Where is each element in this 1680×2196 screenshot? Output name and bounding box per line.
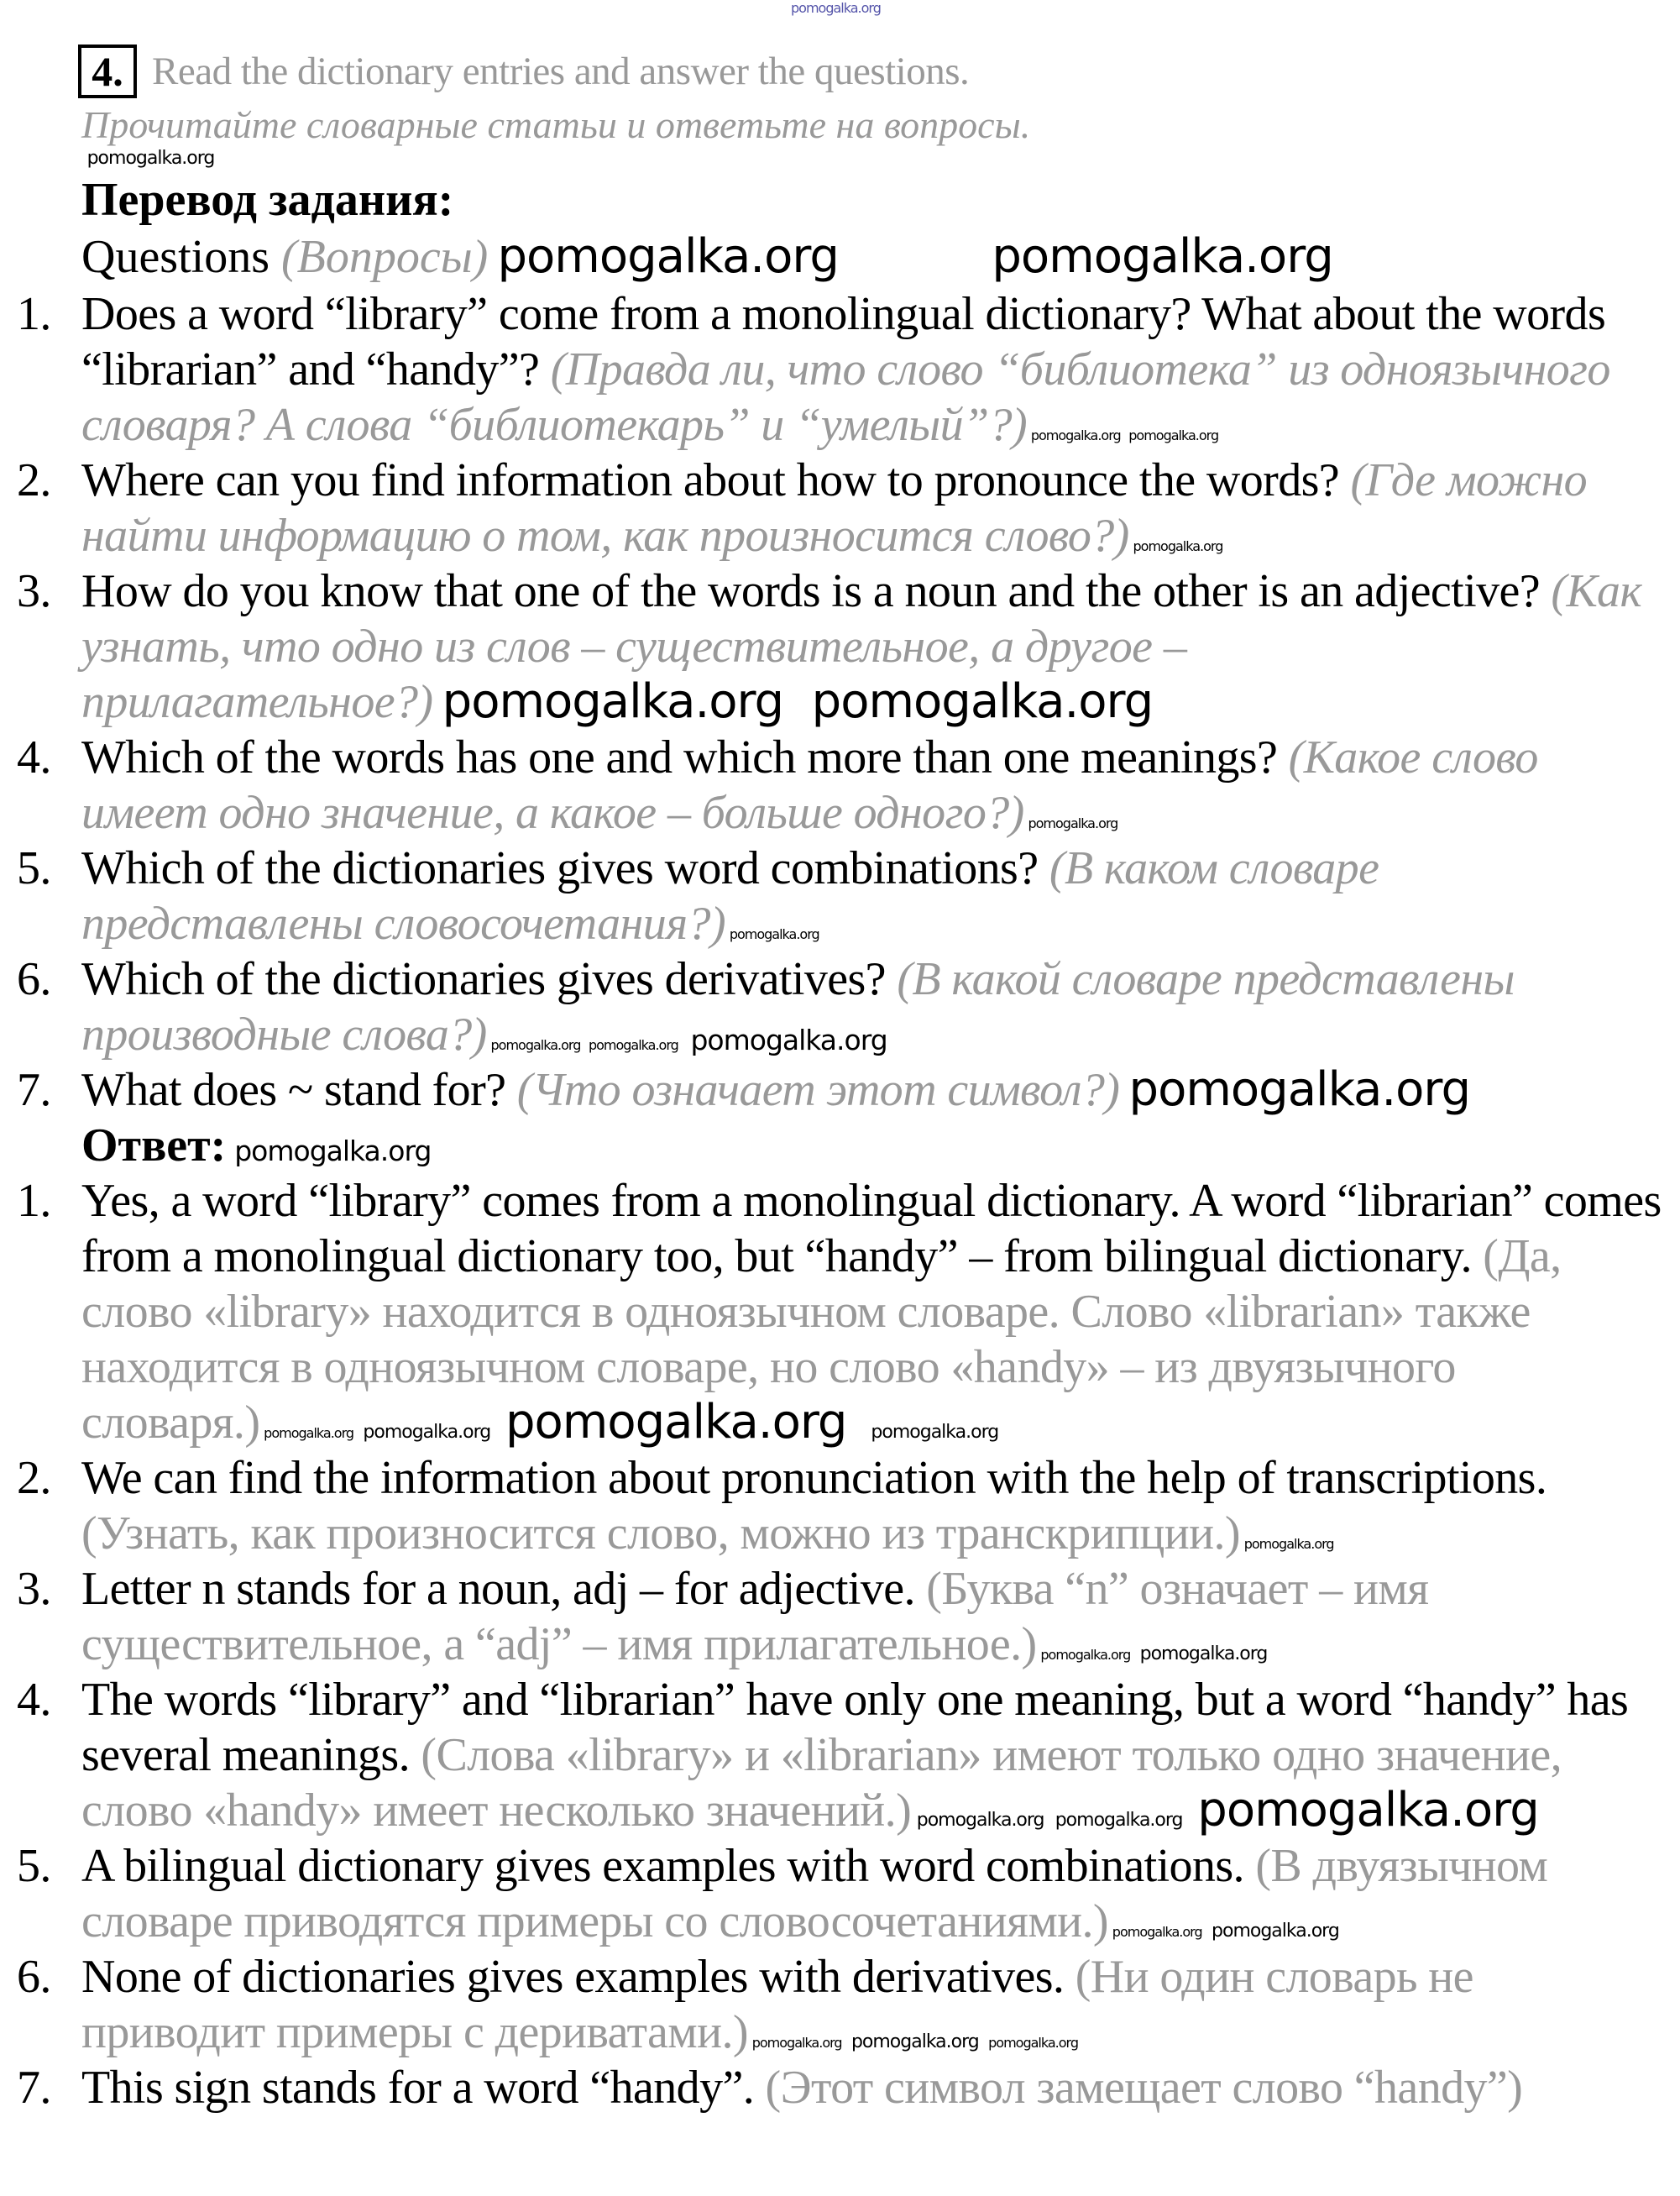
answer-item bbox=[17, 1838, 1662, 1949]
item-number: 3. bbox=[17, 565, 51, 617]
task-title-translation: Прочитайте словарные статьи и ответьте на вопросы. bbox=[81, 103, 1031, 146]
watermark: pomogalka.org bbox=[1197, 1783, 1539, 1837]
watermark: pomogalka.org bbox=[1128, 1062, 1470, 1117]
item-number: 4. bbox=[17, 731, 51, 784]
question-item bbox=[17, 1062, 1662, 1118]
watermark: pomogalka.org bbox=[442, 674, 784, 729]
question-text: What does ~ stand for? bbox=[81, 1064, 506, 1116]
question-translation: (В каком словаре представлены словосочетания?) bbox=[81, 842, 1379, 950]
watermark: pomogalka.org bbox=[1133, 538, 1223, 554]
question-item bbox=[17, 563, 1662, 730]
question-item bbox=[17, 453, 1662, 563]
answer-text: Letter n stands for a noun, adj – for adjective. bbox=[81, 1563, 915, 1615]
watermark: pomogalka.org bbox=[811, 674, 1154, 729]
question-translation: (Где можно найти информацию о том, как произносится слово?) bbox=[81, 454, 1588, 562]
watermark: pomogalka.org bbox=[729, 926, 819, 942]
answer-translation: (Слова «library» и «librarian» имеют только одно значение, слово «handy» имеет несколько значений.) bbox=[81, 1729, 1562, 1837]
task-title: Read the dictionary entries and answer the questions. bbox=[152, 50, 970, 93]
watermark: pomogalka.org bbox=[992, 229, 1333, 284]
watermark: pomogalka.org bbox=[791, 0, 881, 16]
watermark: pomogalka.org bbox=[1212, 1921, 1339, 1942]
watermark: pomogalka.org bbox=[234, 1135, 432, 1167]
question-translation: (В какой словаре представлены производные слова?) bbox=[81, 953, 1515, 1061]
watermark: pomogalka.org bbox=[690, 1024, 887, 1056]
task-number: 4. bbox=[78, 45, 137, 98]
watermark: pomogalka.org bbox=[988, 2035, 1078, 2051]
answer-translation: (Буква “n” означает – имя существительное, а “adj” – имя прилагательное.) bbox=[81, 1563, 1429, 1670]
item-number: 6. bbox=[17, 953, 51, 1005]
answer-item bbox=[17, 2060, 1662, 2115]
watermark: pomogalka.org bbox=[588, 1037, 678, 1053]
watermark: pomogalka.org bbox=[363, 1422, 491, 1443]
item-number: 5. bbox=[17, 842, 51, 894]
question-item bbox=[17, 951, 1662, 1062]
answer-text: A bilingual dictionary gives examples with word combinations. bbox=[81, 1840, 1244, 1892]
question-item bbox=[17, 286, 1662, 453]
question-translation: (Что означает этот символ?) bbox=[516, 1064, 1120, 1116]
watermark: pomogalka.org bbox=[1243, 1536, 1334, 1552]
item-number: 6. bbox=[17, 1951, 51, 2003]
item-number: 7. bbox=[17, 2062, 51, 2114]
task-header bbox=[78, 45, 1662, 98]
answer-text: This sign stands for a word “handy”. bbox=[81, 2062, 755, 2114]
watermark: pomogalka.org bbox=[850, 2031, 979, 2052]
watermark: pomogalka.org bbox=[1139, 1643, 1268, 1664]
answer-heading-row bbox=[81, 1118, 1662, 1173]
item-number: 3. bbox=[17, 1563, 51, 1615]
answer-translation: (Узнать, как произносится слово, можно из транскрипции.) bbox=[81, 1507, 1240, 1559]
questions-label bbox=[81, 228, 1662, 286]
item-number: 2. bbox=[17, 1452, 51, 1504]
answer-item bbox=[17, 1450, 1662, 1561]
watermark: pomogalka.org bbox=[1128, 427, 1219, 443]
answer-text: Yes, a word “library” comes from a monolingual dictionary. A word “librarian” comes from a monolingual dictionary too, but “handy” – from bilingual dictionary. bbox=[81, 1175, 1662, 1282]
answer-text: The words “library” and “librarian” have only one meaning, but a word “handy” has several meanings. bbox=[81, 1674, 1629, 1781]
item-number: 1. bbox=[17, 1175, 51, 1227]
answer-item bbox=[17, 1949, 1662, 2060]
answer-item bbox=[17, 1173, 1662, 1450]
watermark: pomogalka.org bbox=[871, 1422, 999, 1443]
item-number: 1. bbox=[17, 288, 51, 340]
watermark: pomogalka.org bbox=[1112, 1924, 1202, 1940]
question-translation: (Правда ли, что слово “библиотека” из одноязычного словаря? А слова “библиотекарь” и “умелый”?) bbox=[81, 343, 1610, 451]
questions-label-en: Questions bbox=[81, 231, 270, 283]
watermark: pomogalka.org bbox=[86, 148, 215, 169]
question-translation: (Какое слово имеет одно значение, а какое – больше одного?) bbox=[81, 731, 1538, 839]
answer-item bbox=[17, 1672, 1662, 1838]
question-text: Which of the words has one and which more than one meanings? bbox=[81, 731, 1278, 784]
question-item bbox=[17, 730, 1662, 841]
watermark: pomogalka.org bbox=[1028, 815, 1118, 831]
watermark: pomogalka.org bbox=[505, 1395, 847, 1449]
watermark: pomogalka.org bbox=[1055, 1810, 1183, 1831]
questions-label-ru: (Вопросы) bbox=[281, 231, 489, 283]
question-translation: (Как узнать, что одно из слов – существительное, а другое – прилагательное?) bbox=[81, 565, 1642, 728]
answer-text: None of dictionaries gives examples with derivatives. bbox=[81, 1951, 1065, 2003]
question-item bbox=[17, 841, 1662, 951]
question-text: Where can you find information about how to pronounce the words? bbox=[81, 454, 1340, 506]
watermark: pomogalka.org bbox=[264, 1425, 354, 1441]
watermark: pomogalka.org bbox=[751, 2035, 842, 2051]
translation-heading: Перевод задания: bbox=[81, 174, 454, 226]
question-text: How do you know that one of the words is a noun and the other is an adjective? bbox=[81, 565, 1540, 617]
question-text: Which of the dictionaries gives derivatives? bbox=[81, 953, 886, 1005]
question-text: Which of the dictionaries gives word combinations? bbox=[81, 842, 1039, 894]
item-number: 7. bbox=[17, 1064, 51, 1116]
answer-heading: Ответ: bbox=[81, 1119, 227, 1171]
watermark: pomogalka.org bbox=[916, 1810, 1044, 1831]
watermark: pomogalka.org bbox=[1030, 427, 1121, 443]
watermark: pomogalka.org bbox=[497, 229, 839, 284]
answer-translation: (Ни один словарь не приводит примеры с дериватами.) bbox=[81, 1951, 1473, 2058]
question-text: Does a word “library” come from a monolingual dictionary? What about the words “librarian” and “handy”? bbox=[81, 288, 1606, 396]
answer-translation: (Этот символ замещает слово “handy”) bbox=[765, 2062, 1523, 2114]
answer-text: We can find the information about pronunciation with the help of transcriptions. bbox=[81, 1452, 1547, 1504]
watermark-row bbox=[81, 149, 1662, 172]
answer-item bbox=[17, 1561, 1662, 1672]
item-number: 2. bbox=[17, 454, 51, 506]
answer-translation: (Да, слово «library» находится в одноязычном словаре. Слово «librarian» также находится в одноязычном словаре, но слово «handy» – из двуязычного словаря.) bbox=[81, 1230, 1562, 1449]
item-number: 5. bbox=[17, 1840, 51, 1892]
watermark: pomogalka.org bbox=[1040, 1647, 1131, 1663]
watermark: pomogalka.org bbox=[490, 1037, 581, 1053]
item-number: 4. bbox=[17, 1674, 51, 1726]
answer-translation: (В двуязычном словаре приводятся примеры со словосочетаниями.) bbox=[81, 1840, 1548, 1947]
